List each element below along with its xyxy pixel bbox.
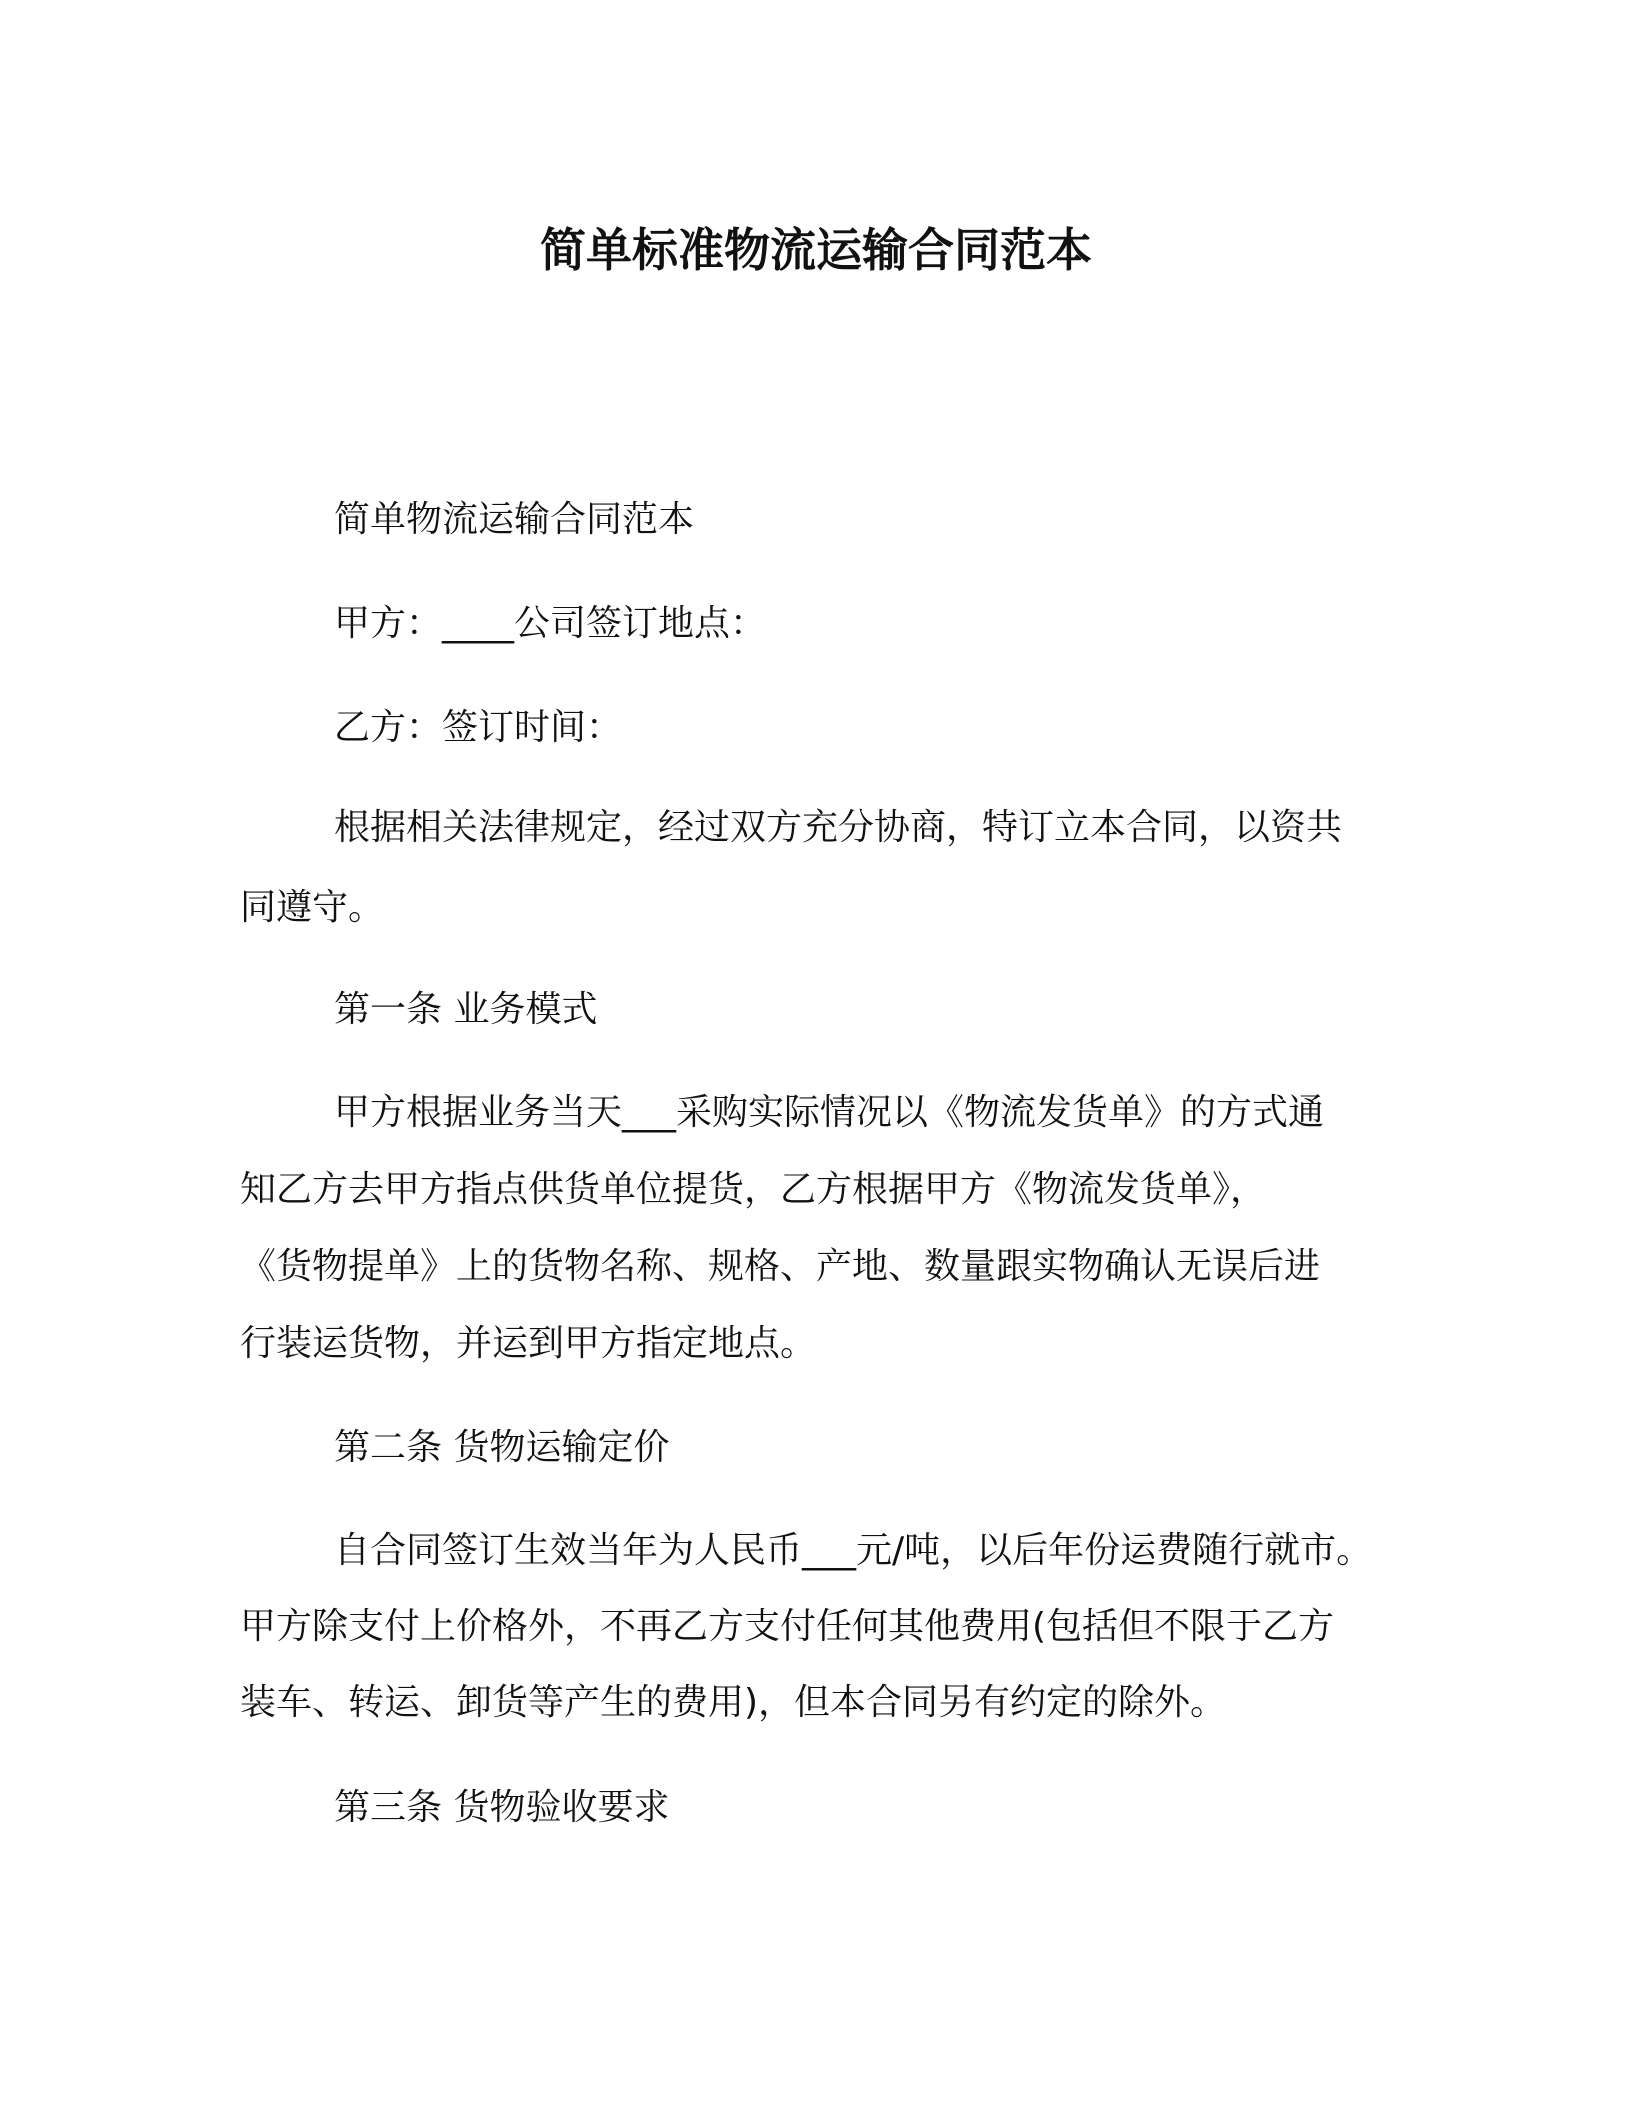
article1-line-1: 甲方根据业务当天___采购实际情况以《物流发货单》的方式通 [334,1092,1325,1133]
article1-line-4: 行装运货物，并运到甲方指定地点。 [240,1323,817,1364]
article3-heading: 第三条 货物验收要求 [334,1787,670,1828]
document-title: 简单标准物流运输合同范本 [540,223,1092,277]
article1-heading: 第一条 业务模式 [334,989,598,1030]
article2-heading: 第二条 货物运输定价 [334,1427,670,1468]
article1-line-2: 知乙方去甲方指点供货单位提货，乙方根据甲方《物流发货单》， [240,1169,1267,1210]
article2-line-1: 自合同签订生效当年为人民币___元/吨，以后年份运费随行就市。 [334,1530,1373,1571]
contract-subtitle: 简单物流运输合同范本 [334,499,695,540]
article2-line-3: 装车、转运、卸货等产生的费用)，但本合同另有约定的除外。 [240,1682,1227,1723]
party-a-line: 甲方：____公司签订地点： [334,603,767,644]
article1-line-3: 《货物提单》上的货物名称、规格、产地、数量跟实物确认无误后进 [240,1246,1321,1287]
preamble-line-1: 根据相关法律规定，经过双方充分协商，特订立本合同，以资共 [334,807,1343,848]
party-b-line: 乙方：签订时间： [334,707,623,748]
article2-line-2: 甲方除支付上价格外，不再乙方支付任何其他费用(包括但不限于乙方 [240,1606,1335,1647]
preamble-line-2: 同遵守。 [240,887,385,928]
